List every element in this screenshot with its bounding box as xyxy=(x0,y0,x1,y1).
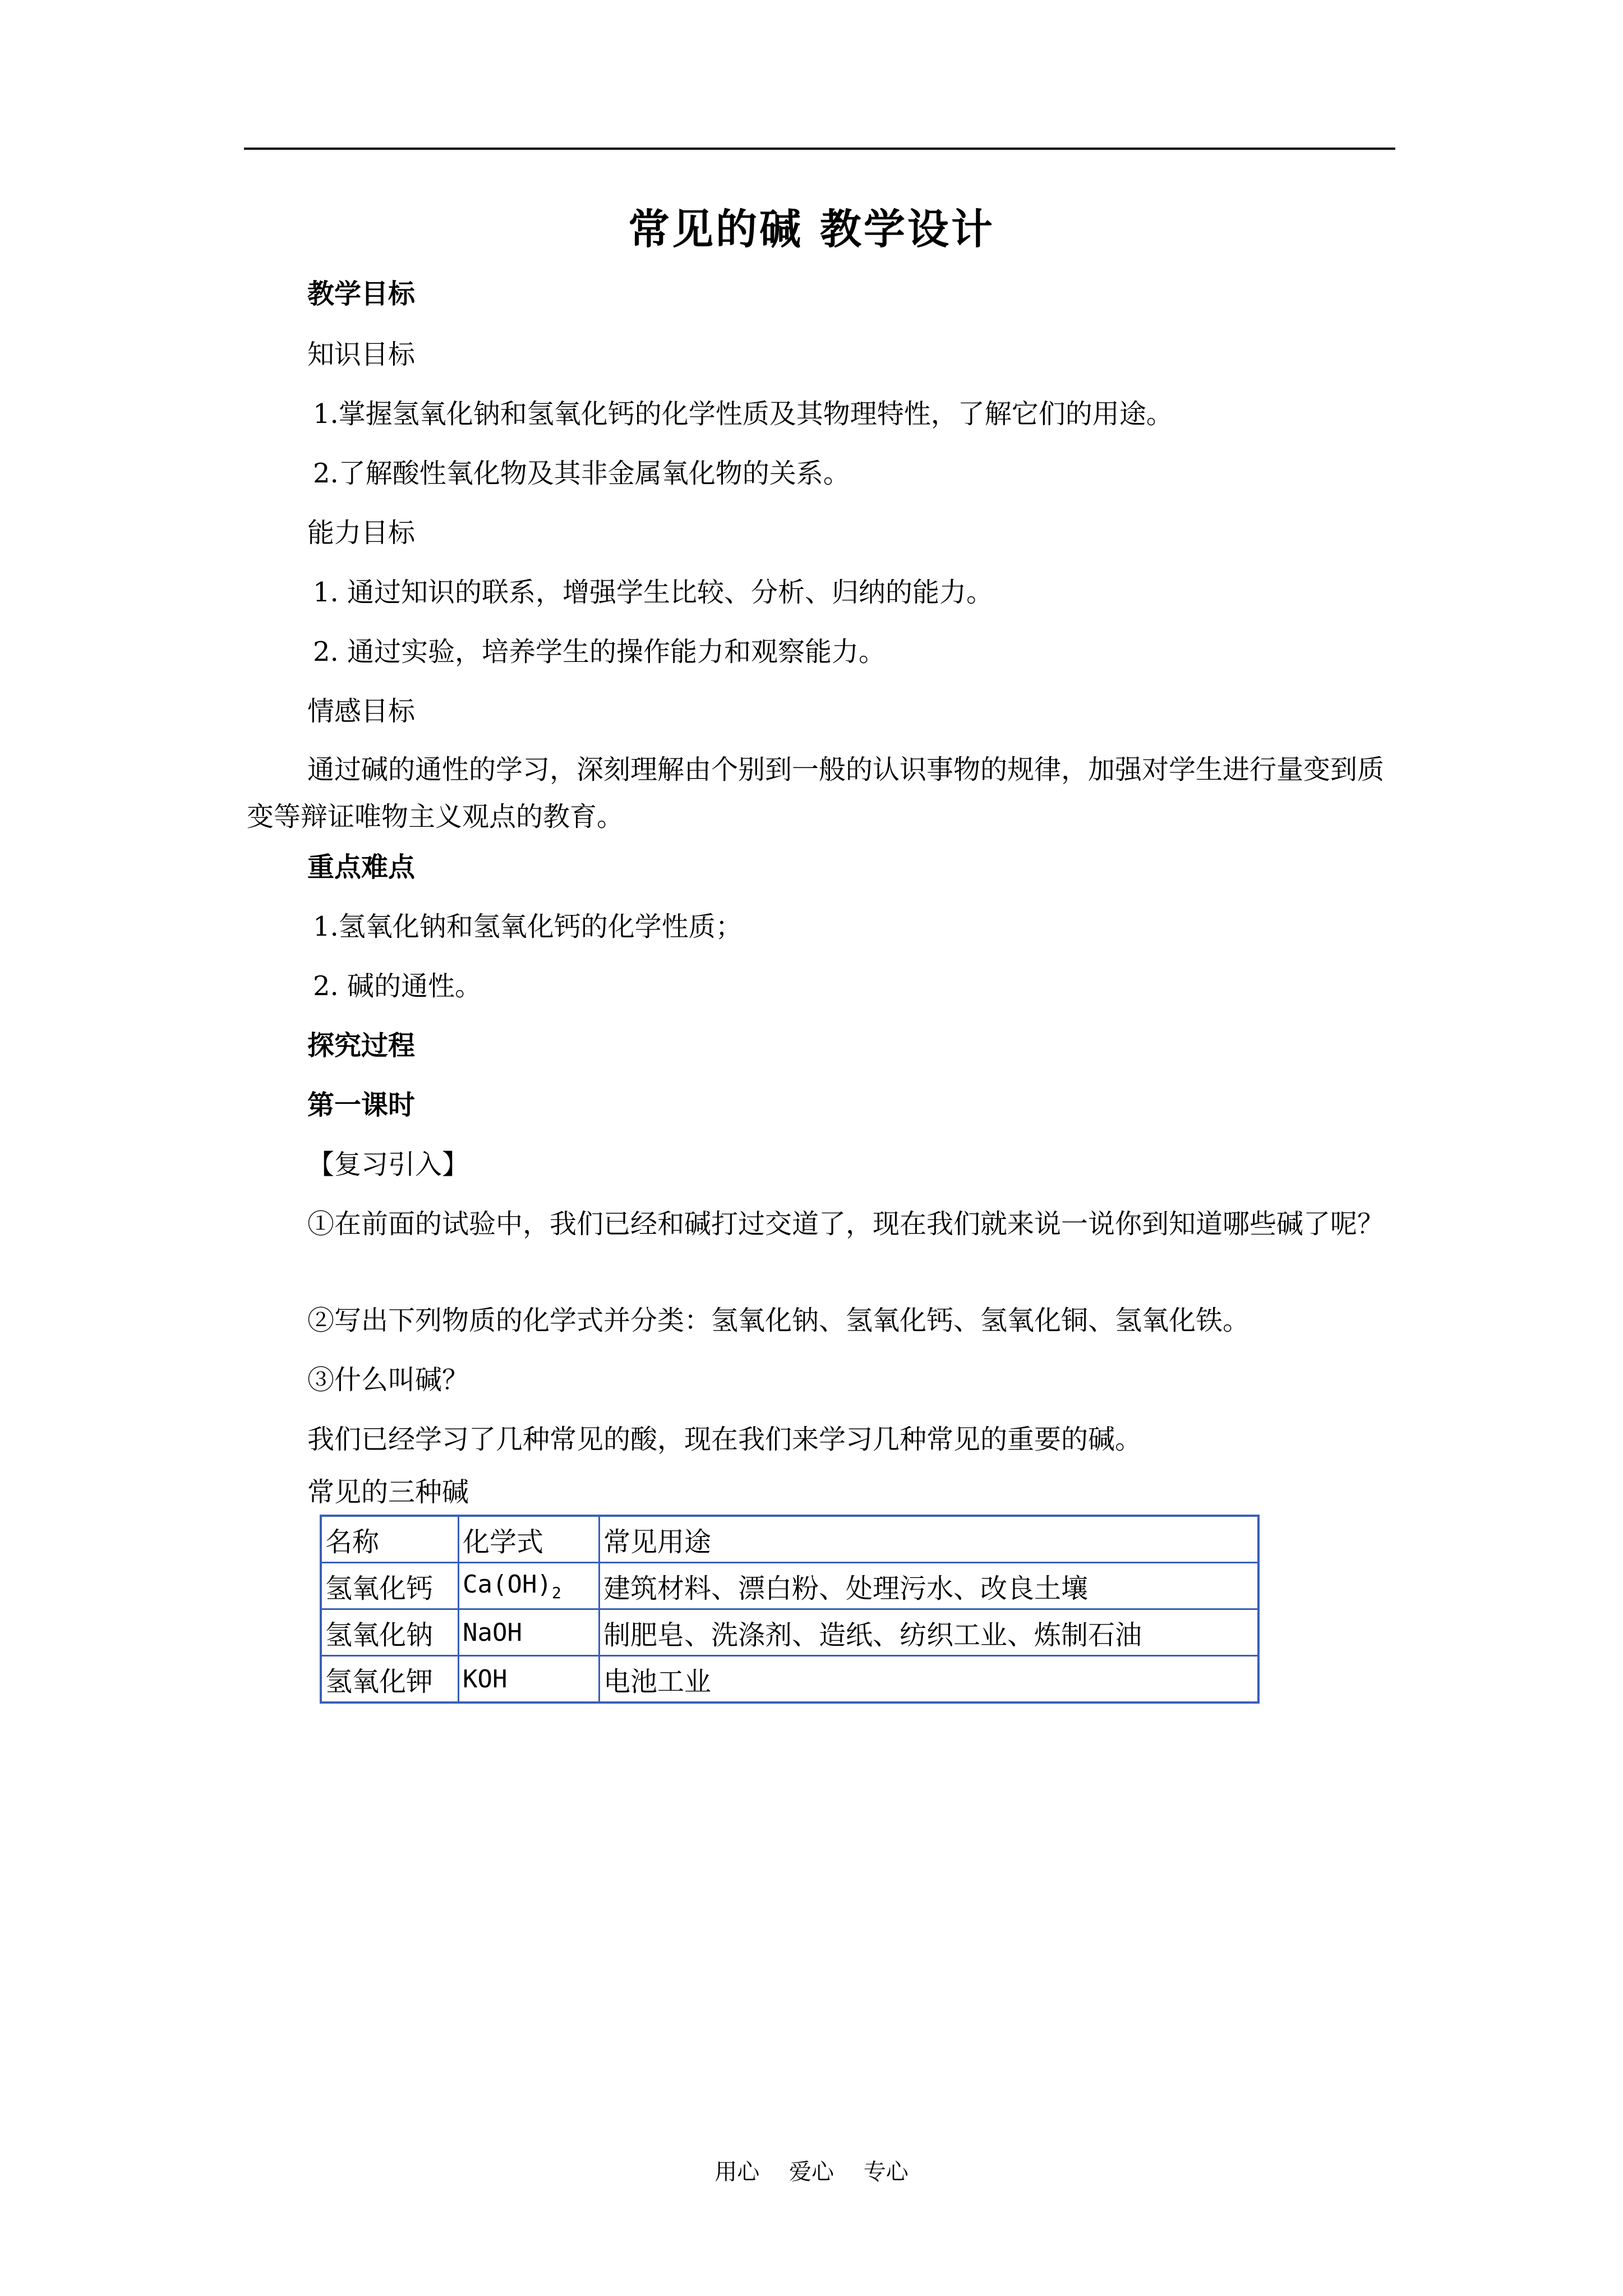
key-item: 2. 碱的通性。 xyxy=(313,970,482,1002)
key-heading: 重点难点 xyxy=(307,852,416,883)
key-item: 1.氢氧化钠和氢氧化钙的化学性质； xyxy=(313,911,743,942)
table-caption: 常见的三种碱 xyxy=(307,1476,469,1508)
knowledge-item: 2.了解酸性氧化物及其非金属氧化物的关系。 xyxy=(313,458,850,489)
table-header-row xyxy=(321,1516,1258,1563)
cell-name: 氢氧化钠 xyxy=(321,1609,459,1656)
table-row xyxy=(321,1609,1258,1656)
page-title: 常见的碱 教学设计 xyxy=(628,205,995,254)
objectives-heading: 教学目标 xyxy=(307,278,416,310)
cell-name: 氢氧化钾 xyxy=(321,1656,459,1703)
cell-formula xyxy=(459,1563,600,1609)
formula-subscript: 2 xyxy=(551,1583,561,1602)
transition-text: 我们已经学习了几种常见的酸，现在我们来学习几种常见的重要的碱。 xyxy=(307,1424,1142,1455)
formula-main: KOH xyxy=(463,1664,508,1694)
emotion-heading: 情感目标 xyxy=(307,696,416,727)
cell-formula xyxy=(459,1656,600,1703)
emotion-paragraph: 通过碱的通性的学习，深刻理解由个别到一般的认识事物的规律，加强对学生进行量变到质变等辩证唯物主义观点的教育。 xyxy=(247,754,1385,832)
ability-item: 2. 通过实验，培养学生的操作能力和观察能力。 xyxy=(313,636,886,668)
knowledge-heading: 知识目标 xyxy=(307,339,416,370)
cell-name: 氢氧化钙 xyxy=(321,1563,459,1609)
ability-heading: 能力目标 xyxy=(307,517,416,549)
table-row xyxy=(321,1563,1258,1609)
header-name: 名称 xyxy=(321,1516,459,1563)
formula-main: Ca(OH) xyxy=(463,1570,552,1599)
formula-main: NaOH xyxy=(463,1618,522,1647)
cell-formula xyxy=(459,1609,600,1656)
review-question-2: ②写出下列物质的化学式并分类：氢氧化钠、氢氧化钙、氢氧化铜、氢氧化铁。 xyxy=(307,1305,1250,1336)
review-question-3: ③什么叫碱？ xyxy=(307,1364,469,1396)
review-question-1: ①在前面的试验中，我们已经和碱打过交道了，现在我们就来说一说你到知道哪些碱了呢？ xyxy=(307,1208,1385,1240)
knowledge-item: 1.掌握氢氧化钠和氢氧化钙的化学性质及其物理特性，了解它们的用途。 xyxy=(313,398,1173,430)
review-heading: 【复习引入】 xyxy=(307,1149,469,1180)
cell-use: 制肥皂、洗涤剂、造纸、纺织工业、炼制石油 xyxy=(600,1609,1259,1656)
header-rule xyxy=(244,148,1395,150)
table-row xyxy=(321,1656,1258,1703)
cell-use: 建筑材料、漂白粉、处理污水、改良土壤 xyxy=(600,1563,1259,1609)
bases-table xyxy=(320,1515,1260,1704)
page-footer: 用心 爱心 专心 xyxy=(714,2159,909,2185)
process-heading: 探究过程 xyxy=(307,1030,416,1061)
lesson-heading: 第一课时 xyxy=(307,1089,416,1121)
cell-use: 电池工业 xyxy=(600,1656,1259,1703)
ability-item: 1. 通过知识的联系，增强学生比较、分析、归纳的能力。 xyxy=(313,577,994,608)
header-use: 常见用途 xyxy=(600,1516,1259,1563)
header-formula: 化学式 xyxy=(459,1516,600,1563)
